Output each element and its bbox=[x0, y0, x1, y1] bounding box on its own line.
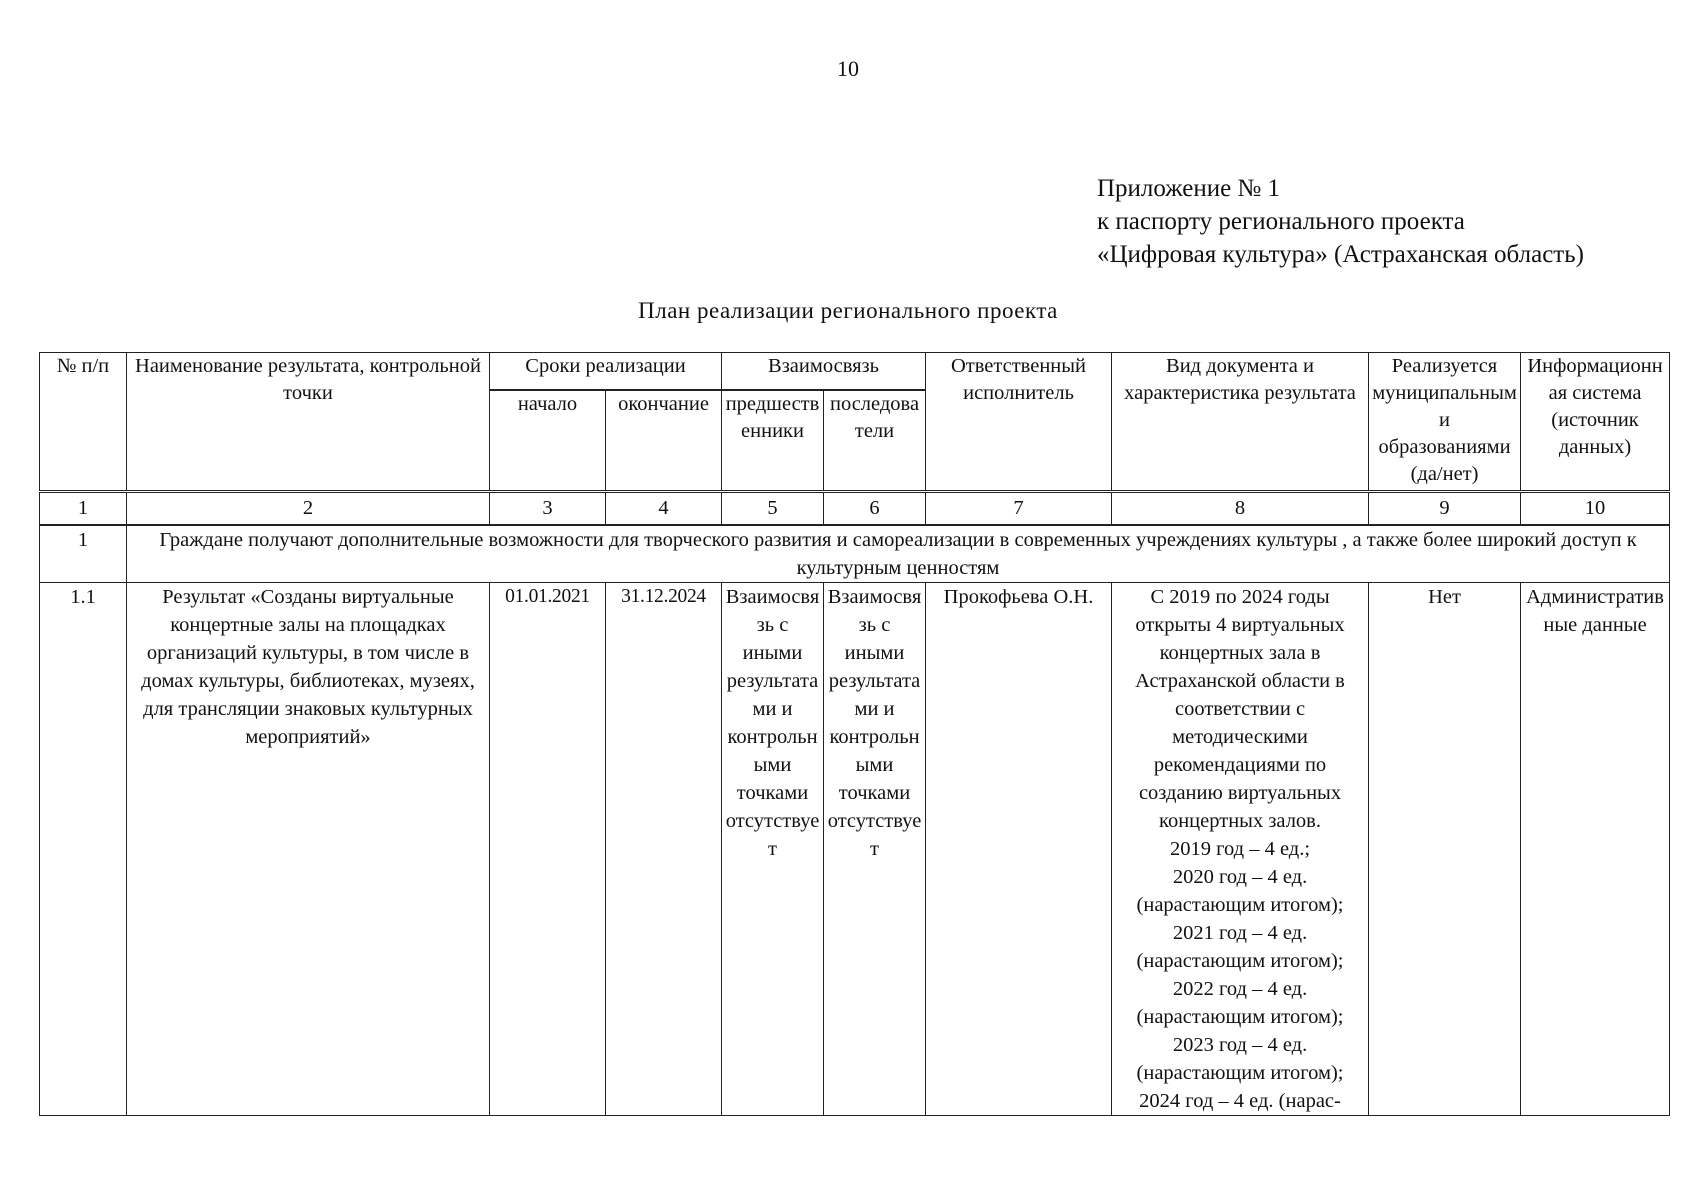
column-number: 2 bbox=[127, 492, 490, 526]
row-start: 01.01.2021 bbox=[490, 583, 606, 1116]
column-number: 6 bbox=[824, 492, 926, 526]
header-relation: Взаимосвязь bbox=[722, 353, 926, 391]
header-doc-type: Вид документа и характеристика результата bbox=[1112, 353, 1369, 492]
row-doc-type bbox=[1112, 583, 1369, 1116]
doc-line: 2019 год – 4 ед.; bbox=[1169, 838, 1311, 860]
row-municipal: Нет bbox=[1369, 583, 1521, 1116]
plan-table bbox=[39, 352, 1670, 1116]
header-predecessors: предшественники bbox=[722, 390, 824, 492]
row-info-system: Административные данные bbox=[1521, 583, 1670, 1116]
column-number: 10 bbox=[1521, 492, 1670, 526]
section-row bbox=[40, 525, 1670, 583]
doc-line: 2020 год – 4 ед. (нарастающим итогом); bbox=[1136, 866, 1344, 916]
column-number: 4 bbox=[606, 492, 722, 526]
doc-line: 2021 год – 4 ед. (нарастающим итогом); bbox=[1136, 922, 1344, 972]
header-responsible: Ответственный исполнитель bbox=[926, 353, 1112, 492]
row-num: 1.1 bbox=[40, 583, 127, 1116]
doc-line: 2023 год – 4 ед. (нарастающим итогом); bbox=[1136, 1034, 1344, 1084]
appendix-line-2: к паспорту регионального проекта bbox=[1097, 208, 1465, 235]
section-num: 1 bbox=[40, 525, 127, 583]
column-number-row bbox=[40, 492, 1670, 526]
header-num: № п/п bbox=[40, 353, 127, 492]
section-text: Граждане получают дополнительные возможности для творческого развития и самореализации в современных учреждениях культуры , а также более широкий доступ к культурным ценностям bbox=[127, 525, 1670, 583]
table-row bbox=[40, 583, 1670, 1116]
column-number: 3 bbox=[490, 492, 606, 526]
header-municipal: Реализуется муниципальными образованиями (да/нет) bbox=[1369, 353, 1521, 492]
row-responsible: Прокофьева О.Н. bbox=[926, 583, 1112, 1116]
column-number: 9 bbox=[1369, 492, 1521, 526]
row-predecessors: Взаимосвязь с иными результатами и контрольными точками отсутствует bbox=[722, 583, 824, 1116]
column-number: 7 bbox=[926, 492, 1112, 526]
header-info-system: Информационная система (источник данных) bbox=[1521, 353, 1670, 492]
header-terms: Сроки реализации bbox=[490, 353, 722, 391]
doc-line: 2022 год – 4 ед. (нарастающим итогом); bbox=[1136, 978, 1344, 1028]
column-number: 5 bbox=[722, 492, 824, 526]
page-number: 10 bbox=[837, 56, 859, 81]
column-number: 1 bbox=[40, 492, 127, 526]
plan-title: План реализации регионального проекта bbox=[638, 298, 1058, 323]
doc-line: 2024 год – 4 ед. (нарас- bbox=[1139, 1090, 1341, 1112]
appendix-line-1: Приложение № 1 bbox=[1097, 175, 1281, 202]
doc-line: С 2019 по 2024 годы открыты 4 виртуальных концертных зала в Астраханской области в соответствии с методическими рекомендациями по созданию виртуальных концертных залов. bbox=[1135, 586, 1345, 832]
header-end: окончание bbox=[606, 390, 722, 492]
header-successors: последователи bbox=[824, 390, 926, 492]
appendix-block bbox=[1097, 172, 1584, 271]
row-successors: Взаимосвязь с иными результатами и контрольными точками отсутствует bbox=[824, 583, 926, 1116]
header-start: начало bbox=[490, 390, 606, 492]
column-number: 8 bbox=[1112, 492, 1369, 526]
row-end: 31.12.2024 bbox=[606, 583, 722, 1116]
header-name: Наименование результата, контрольной точки bbox=[127, 353, 490, 492]
header-row-1 bbox=[40, 353, 1670, 391]
appendix-line-3: «Цифровая культура» (Астраханская область) bbox=[1097, 241, 1584, 268]
row-name: Результат «Созданы виртуальные концертные залы на площадках организаций культуры, в том числе в домах культуры, библиотеках, музеях, для трансляции знаковых культурных мероприятий» bbox=[127, 583, 490, 1116]
